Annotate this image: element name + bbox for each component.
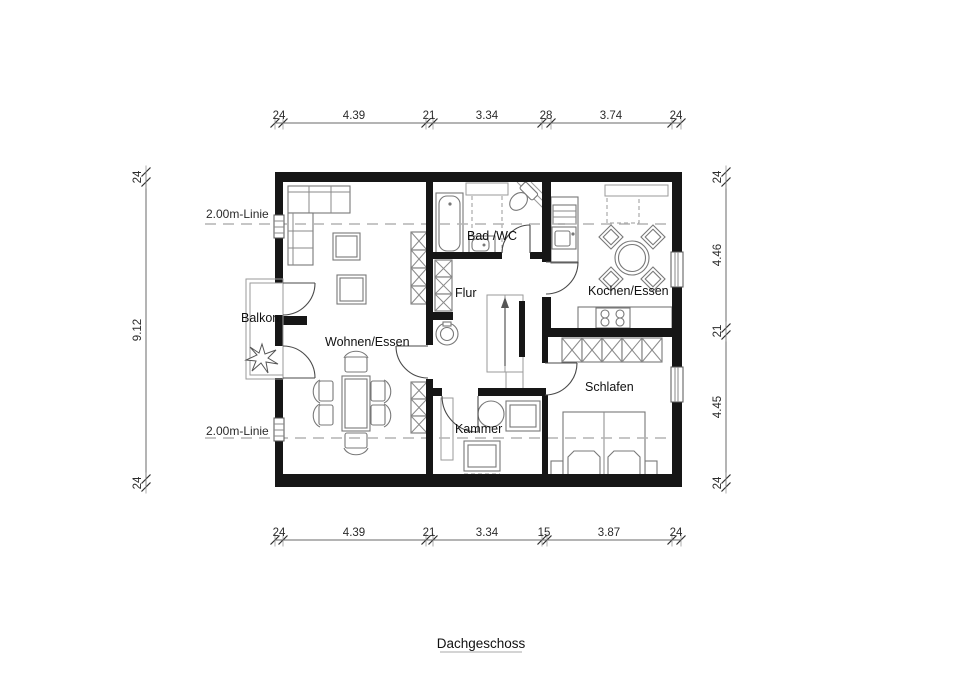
kitchen-roof-window	[605, 185, 668, 223]
dim-bottom-2: 21	[422, 527, 436, 539]
hall-fixtures	[435, 260, 523, 389]
dim-top-0: 24	[272, 110, 286, 122]
room-label-kammer: Kammer	[455, 422, 503, 436]
drawing-title	[437, 636, 526, 652]
coffee-table	[337, 275, 366, 304]
dim-bottom-1: 4.39	[342, 527, 366, 539]
kitchen-counter	[578, 307, 672, 329]
room-label-balkon: Balkon	[241, 311, 280, 325]
dim-left-2: 24	[132, 476, 144, 490]
dim-bottom-4: 15	[537, 527, 551, 539]
balcony-door	[283, 346, 315, 378]
bedroom-door	[545, 363, 577, 395]
wardrobe	[411, 382, 427, 433]
kitchen-door	[546, 262, 578, 294]
dim-top-3: 3.34	[475, 110, 499, 122]
kitchen-appliance	[553, 205, 576, 224]
dining-table	[313, 351, 391, 455]
hall-shelf	[435, 260, 452, 311]
wardrobe	[411, 232, 427, 304]
room-label-kochen: Kochen/Essen	[588, 284, 669, 298]
right-window	[671, 252, 683, 287]
dim-right-4: 24	[712, 476, 724, 490]
kammer-shelf	[441, 398, 453, 460]
living-room-furniture	[288, 186, 427, 455]
room-label-wohnen: Wohnen/Essen	[325, 335, 410, 349]
balcony-door	[283, 283, 315, 315]
dim-top-6: 24	[669, 110, 683, 122]
dim-bottom-6: 24	[669, 527, 683, 539]
kitchen-sink	[552, 227, 576, 249]
kammer-box	[464, 441, 500, 474]
dim-right-0: 24	[712, 170, 724, 184]
plant-icon	[246, 344, 278, 373]
kammer-furniture	[441, 398, 540, 474]
boiler	[436, 322, 458, 345]
height-line-label: 2.00m-Linie	[206, 424, 269, 438]
dim-right-2: 21	[712, 324, 724, 338]
bedroom-wardrobe	[562, 338, 662, 362]
toilet	[505, 182, 545, 215]
dining-table-round	[599, 225, 665, 291]
left-window	[274, 418, 284, 441]
kammer-box	[506, 401, 540, 431]
room-label-flur: Flur	[455, 286, 477, 300]
living-room-door	[396, 346, 428, 378]
staircase	[487, 295, 523, 389]
dim-left-0: 24	[132, 170, 144, 184]
floor-title: Dachgeschoss	[436, 636, 526, 651]
stairs-arrow-icon	[501, 297, 509, 308]
bedroom-furniture	[551, 338, 662, 478]
dim-right-1: 4.46	[712, 243, 724, 267]
dim-top-5: 3.74	[599, 110, 623, 122]
room-label-bad: Bad /WC	[467, 229, 518, 243]
height-line-label: 2.00m-Linie	[206, 207, 269, 221]
dim-bottom-5: 3.87	[597, 527, 621, 539]
dim-bottom-3: 3.34	[475, 527, 499, 539]
room-label-schlafen: Schlafen	[585, 380, 634, 394]
dim-top-2: 21	[422, 110, 436, 122]
left-window	[274, 215, 284, 238]
dim-left-1: 9.12	[132, 318, 144, 342]
double-bed	[551, 412, 657, 478]
bathroom-fixtures	[436, 182, 545, 254]
kitchen-fixtures	[551, 185, 672, 329]
coffee-table	[333, 233, 360, 260]
dim-right-3: 4.45	[712, 395, 724, 419]
dim-top-4: 28	[539, 110, 553, 122]
dim-bottom-0: 24	[272, 527, 286, 539]
dim-top-1: 4.39	[342, 110, 366, 122]
right-window	[671, 367, 683, 402]
